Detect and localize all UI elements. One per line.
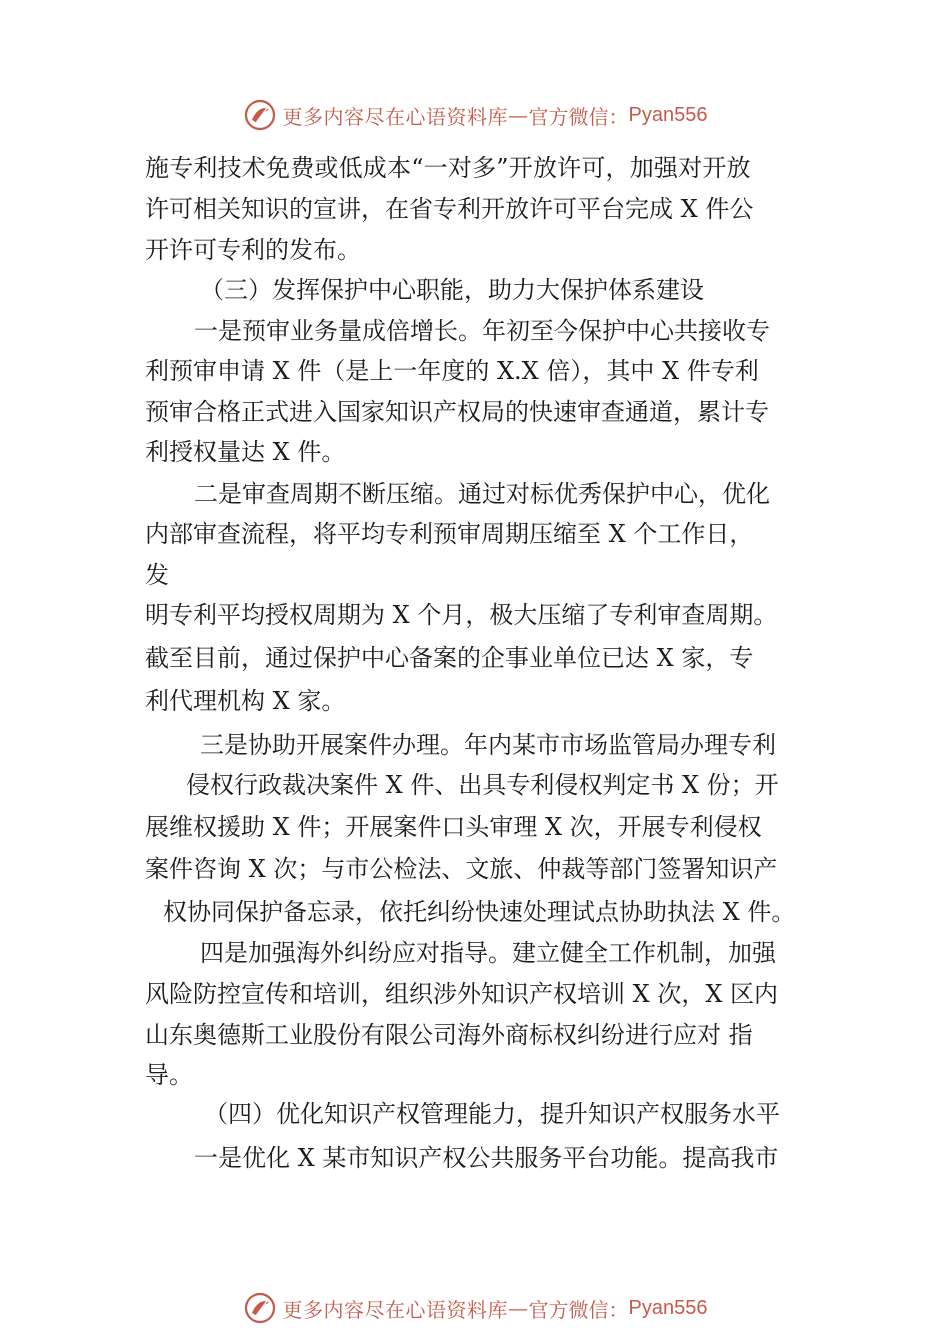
watermark-dash: — [508,103,529,127]
watermark-wechat-label: 官方微信： [528,104,629,129]
watermark-banner-top [0,95,950,135]
section-heading: （四）优化知识产权管理能力，提升知识产权服务水平 [204,1100,780,1128]
text-line: 山东奥德斯工业股份有限公司海外商标权纠纷进行应对 指 [145,1021,753,1049]
text-line: 许可相关知识的宣讲，在省专利开放许可平台完成 X 件公 [145,195,754,223]
text-line: 权协同保护备忘录，依托纠纷快速处理试点协助执法 X 件。 [163,898,796,926]
text-line: 开许可专利的发布。 [145,236,361,264]
watermark-text: 更多内容尽在心语资料库 [282,104,509,129]
logo-icon [243,1291,277,1325]
text-line: 截至目前，通过保护中心备案的企事业单位已达 X 家，专 [145,644,754,672]
watermark-wechat-id: Pyan556 [628,103,708,126]
text-line: 三是协助开展案件办理。年内某市市场监管局办理专利 [200,731,776,759]
watermark-wechat-id: Pyan556 [628,1296,708,1319]
text-line: 导。 [145,1061,193,1089]
text-line: 发 [145,561,169,589]
text-line: 风险防控宣传和培训，组织涉外知识产权培训 X 次，X 区内 [145,980,779,1008]
text-line: 侵权行政裁决案件 X 件、出具专利侵权判定书 X 份；开 [186,771,779,799]
logo-icon [243,98,277,132]
text-line: 四是加强海外纠纷应对指导。建立健全工作机制，加强 [200,939,776,967]
text-line: 一是预审业务量成倍增长。年初至今保护中心共接收专 [194,317,770,345]
text-line: 利授权量达 X 件。 [145,438,346,466]
text-line: 内部审查流程，将平均专利预审周期压缩至 X 个工作日， [145,520,754,548]
text-line: 展维权援助 X 件；开展案件口头审理 X 次，开展专利侵权 [145,813,762,841]
section-heading: （三）发挥保护中心职能，助力大保护体系建设 [200,276,704,304]
watermark-text: 更多内容尽在心语资料库 [282,1297,509,1322]
text-line: 明专利平均授权周期为 X 个月，极大压缩了专利审查周期。 [145,601,778,629]
text-line: 利预审申请 X 件（是上一年度的 X.X 倍），其中 X 件专利 [145,357,759,385]
watermark-banner-bottom [0,1288,950,1328]
text-line: 利代理机构 X 家。 [145,687,346,715]
watermark-wechat-label: 官方微信： [528,1297,629,1322]
text-line: 二是审查周期不断压缩。通过对标优秀保护中心，优化 [194,480,770,508]
watermark-dash: — [508,1296,529,1320]
text-line: 一是优化 X 某市知识产权公共服务平台功能。提高我市 [194,1144,779,1172]
text-line: 预审合格正式进入国家知识产权局的快速审查通道，累计专 [145,398,769,426]
text-line: 施专利技术免费或低成本“一对多”开放许可，加强对开放 [145,154,751,182]
text-line: 案件咨询 X 次；与市公检法、文旅、仲裁等部门签署知识产 [145,855,778,883]
